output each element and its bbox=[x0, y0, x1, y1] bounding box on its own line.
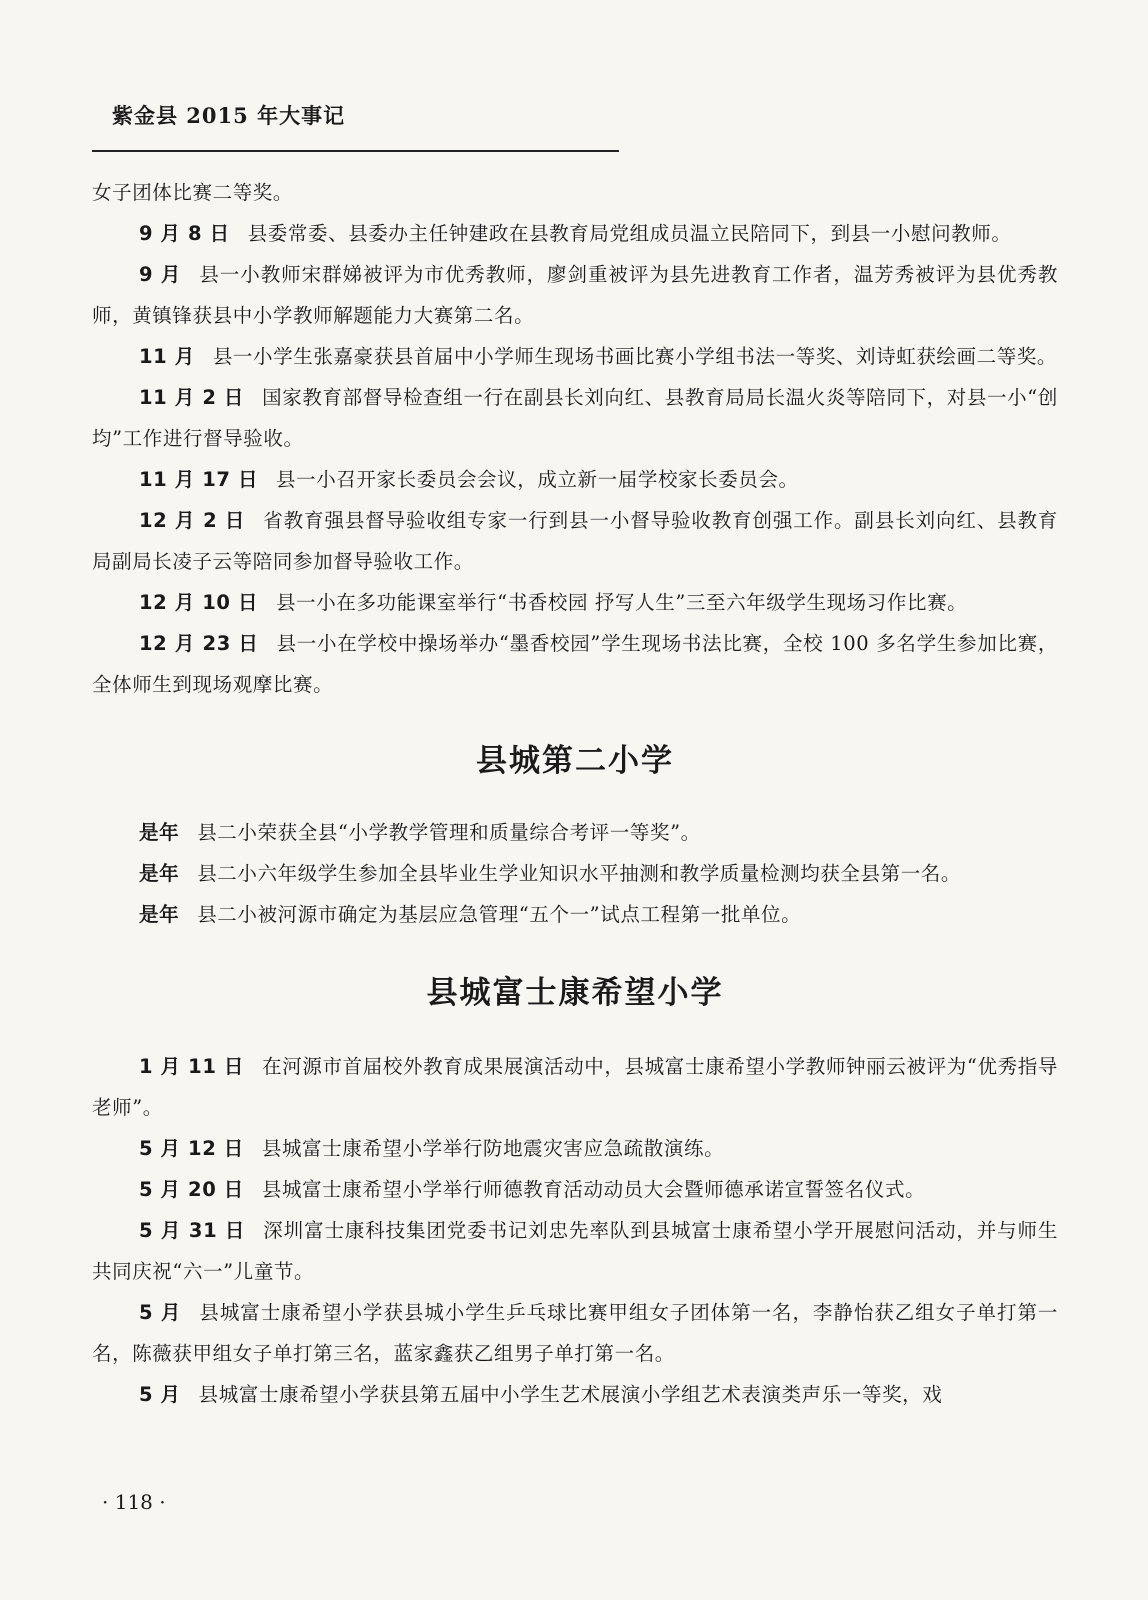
section1-entries bbox=[92, 213, 1058, 705]
entry-text: 县委常委、县委办主任钟建政在县教育局党组成员温立民陪同下，到县一小慰问教师。 bbox=[247, 222, 1012, 245]
entry-text: 县二小被河源市确定为基层应急管理“五个一”试点工程第一批单位。 bbox=[197, 903, 802, 926]
header-rule bbox=[92, 150, 619, 152]
entry bbox=[92, 623, 1058, 705]
entry-text: 县一小在多功能课室举行“书香校园 抒写人生”三至六年级学生现场习作比赛。 bbox=[276, 591, 968, 614]
entry-date: 12 月 23 日 bbox=[139, 632, 259, 655]
entry-date: 9 月 bbox=[139, 263, 182, 286]
entry-text: 县一小学生张嘉豪获县首届中小学师生现场书画比赛小学组书法一等奖、刘诗虹获绘画二等奖。 bbox=[212, 345, 1058, 368]
entry bbox=[92, 1128, 1058, 1169]
entry-date: 1 月 11 日 bbox=[139, 1055, 245, 1078]
entry-text: 国家教育部督导检查组一行在副县长刘向红、县教育局局长温火炎等陪同下，对县一小“创均”工作进行督导验收。 bbox=[92, 386, 1058, 450]
entry-text: 县城富士康希望小学举行师德教育活动动员大会暨师德承诺宣誓签名仪式。 bbox=[261, 1178, 926, 1201]
lead-paragraph: 女子团体比赛二等奖。 bbox=[92, 181, 294, 204]
entry bbox=[92, 853, 1058, 894]
entry bbox=[92, 1210, 1058, 1292]
entry-date: 11 月 17 日 bbox=[139, 468, 259, 491]
entry bbox=[92, 1046, 1058, 1128]
entry-date: 5 月 bbox=[139, 1301, 182, 1324]
entry-date: 是年 bbox=[139, 862, 180, 885]
entry-date: 5 月 12 日 bbox=[139, 1137, 244, 1160]
entry-text: 省教育强县督导验收组专家一行到县一小督导验收教育创强工作。副县长刘向红、县教育局副局长凌子云等陪同参加督导验收工作。 bbox=[92, 509, 1058, 573]
section-title: 县城富士康希望小学 bbox=[426, 975, 724, 1011]
entry-text: 县城富士康希望小学获县第五届中小学生艺术展演小学组艺术表演类声乐一等奖，戏 bbox=[198, 1383, 943, 1406]
entry bbox=[92, 377, 1058, 459]
entry-text: 在河源市首届校外教育成果展演活动中，县城富士康希望小学教师钟丽云被评为“优秀指导老师”。 bbox=[92, 1055, 1058, 1119]
entry-date: 12 月 2 日 bbox=[139, 509, 246, 532]
section3-entries bbox=[92, 1046, 1058, 1415]
entry bbox=[92, 459, 1058, 500]
entry-text: 县一小召开家长委员会会议，成立新一届学校家长委员会。 bbox=[276, 468, 799, 491]
entry-text: 县一小在学校中操场举办“墨香校园”学生现场书法比赛，全校 100 多名学生参加比赛，全体师生到现场观摩比赛。 bbox=[92, 632, 1058, 696]
entry-date: 是年 bbox=[139, 821, 180, 844]
entry-date: 12 月 10 日 bbox=[139, 591, 259, 614]
running-header: 紫金县 2015 年大事记 bbox=[112, 103, 346, 128]
page-number: · 118 · bbox=[102, 1490, 166, 1514]
section2-entries bbox=[92, 812, 1058, 935]
page-content bbox=[92, 172, 1058, 1415]
entry-text: 县一小教师宋群娣被评为市优秀教师，廖剑重被评为县先进教育工作者，温芳秀被评为县优秀教师，黄镇锋获县中小学教师解题能力大赛第二名。 bbox=[92, 263, 1058, 327]
section-title: 县城第二小学 bbox=[476, 743, 674, 779]
entry-text: 县城富士康希望小学获县城小学生乒乓球比赛甲组女子团体第一名，李静怡获乙组女子单打第一名，陈薇获甲组女子单打第三名，蓝家鑫获乙组男子单打第一名。 bbox=[92, 1301, 1058, 1365]
entry bbox=[92, 500, 1058, 582]
entry bbox=[92, 1169, 1058, 1210]
entry bbox=[92, 213, 1058, 254]
entry-text: 县二小六年级学生参加全县毕业生学业知识水平抽测和教学质量检测均获全县第一名。 bbox=[197, 862, 962, 885]
entry-text: 县二小荣获全县“小学教学管理和质量综合考评一等奖”。 bbox=[197, 821, 701, 844]
entry-date: 5 月 bbox=[139, 1383, 181, 1406]
entry-date: 是年 bbox=[139, 903, 180, 926]
entry bbox=[92, 254, 1058, 336]
entry-text: 县城富士康希望小学举行防地震灾害应急疏散演练。 bbox=[261, 1137, 725, 1160]
entry-date: 11 月 2 日 bbox=[139, 386, 245, 409]
entry-text: 深圳富士康科技集团党委书记刘忠先率队到县城富士康希望小学开展慰问活动，并与师生共同庆祝“六一”儿童节。 bbox=[92, 1219, 1058, 1283]
entry-date: 9 月 8 日 bbox=[139, 222, 230, 245]
entry-date: 11 月 bbox=[139, 345, 195, 368]
entry bbox=[92, 336, 1058, 377]
entry bbox=[92, 894, 1058, 935]
entry bbox=[92, 1292, 1058, 1374]
entry-date: 5 月 31 日 bbox=[139, 1219, 246, 1242]
entry-date: 5 月 20 日 bbox=[139, 1178, 244, 1201]
entry bbox=[92, 582, 1058, 623]
entry bbox=[92, 1374, 1058, 1415]
entry bbox=[92, 812, 1058, 853]
